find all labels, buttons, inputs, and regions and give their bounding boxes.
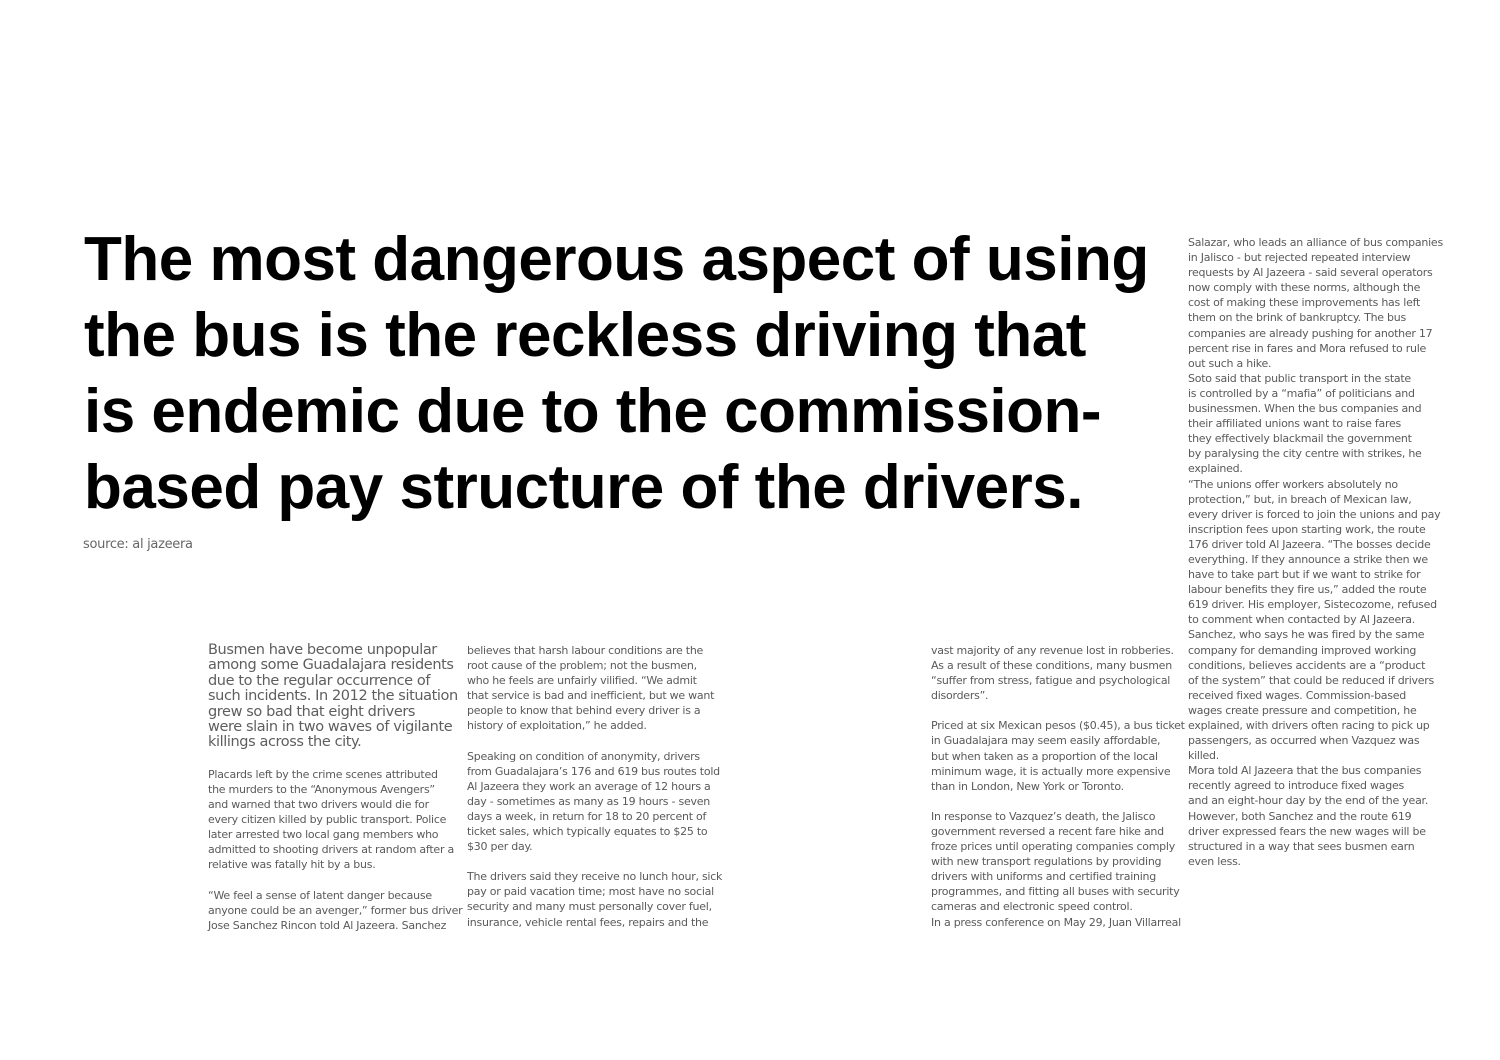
text-line: later arrested two local gang members who bbox=[208, 828, 439, 842]
text-line: admitted to shooting drivers at random after a bbox=[208, 843, 454, 857]
body-paragraph bbox=[1188, 235, 1442, 869]
text-line: Sanchez, who says he was fired by the same bbox=[1188, 628, 1425, 642]
text-line: ticket sales, which typically equates to $25 to bbox=[467, 825, 708, 839]
text-line: labour benefits they fire us,” added the route bbox=[1188, 583, 1427, 597]
text-line: explained. bbox=[1188, 462, 1243, 476]
text-line: security and many must personally cover fuel, bbox=[467, 900, 712, 914]
text-line: wages create pressure and competition, he bbox=[1188, 703, 1417, 717]
article-column-1 bbox=[208, 642, 463, 933]
text-line: in Guadalajara may seem easily affordable, bbox=[931, 734, 1161, 748]
body-paragraph bbox=[467, 749, 719, 855]
source-credit: source: al jazeera bbox=[83, 537, 193, 552]
text-line: based pay structure of the drivers. bbox=[84, 453, 1083, 522]
text-line: programmes, and fitting all buses with security bbox=[931, 885, 1180, 899]
text-line: 176 driver told Al Jazeera. “The bosses decide bbox=[1188, 537, 1431, 551]
text-line: In response to Vazquez’s death, the Jalisco bbox=[931, 809, 1156, 823]
text-line: driver expressed fears the new wages will be bbox=[1188, 824, 1426, 838]
text-line: percent rise in fares and Mora refused to rule bbox=[1188, 341, 1427, 355]
text-line: cost of making these improvements has left bbox=[1188, 296, 1421, 310]
text-line: out such a hike. bbox=[1188, 356, 1272, 370]
text-line: drivers with uniforms and certified training bbox=[931, 870, 1156, 884]
text-line: “The unions offer workers absolutely no bbox=[1188, 477, 1398, 491]
text-line: have to take part but if we want to strike for bbox=[1188, 568, 1421, 582]
text-line: insurance, vehicle rental fees, repairs and the bbox=[467, 915, 709, 929]
text-line: day - sometimes as many as 19 hours - seven bbox=[467, 794, 710, 808]
text-line: pay or paid vacation time; most have no social bbox=[467, 885, 714, 899]
text-line: explained, with drivers often racing to pick up bbox=[1188, 719, 1430, 732]
headline-quote bbox=[84, 222, 1164, 526]
text-line: relative was fatally hit by a bus. bbox=[208, 858, 376, 872]
text-line: inscription fees upon starting work, the route bbox=[1188, 522, 1426, 536]
body-paragraph bbox=[467, 643, 719, 734]
text-line: and an eight-hour day by the end of the year. bbox=[1188, 794, 1429, 808]
text-line: Salazar, who leads an alliance of bus companies bbox=[1188, 236, 1443, 249]
text-line: believes that harsh labour conditions are the bbox=[467, 644, 704, 657]
text-line: among some Guadalajara residents bbox=[208, 657, 454, 674]
text-line: everything. If they announce a strike then we bbox=[1188, 552, 1428, 566]
text-line: cameras and electronic speed control. bbox=[931, 900, 1133, 914]
body-paragraph bbox=[931, 809, 1183, 930]
text-line: businessmen. When the bus companies and bbox=[1188, 402, 1422, 416]
text-line: Speaking on condition of anonymity, drivers bbox=[467, 749, 700, 763]
text-line: is endemic due to the commission- bbox=[84, 377, 1102, 446]
text-line: who he feels are unfairly vilified. “We admit bbox=[467, 674, 697, 688]
text-line: is controlled by a “mafia” of politicians and bbox=[1188, 386, 1415, 400]
body-paragraph bbox=[931, 718, 1183, 793]
text-line: were slain in two waves of vigilante bbox=[208, 719, 453, 736]
text-line: company for demanding improved working bbox=[1188, 643, 1417, 657]
text-line: “We feel a sense of latent danger because bbox=[208, 888, 432, 902]
text-line: every citizen killed by public transport. Police bbox=[208, 813, 447, 827]
text-line: days a week, in return for 18 to 20 percent of bbox=[467, 809, 707, 823]
text-line: from Guadalajara’s 176 and 619 bus routes told bbox=[467, 764, 720, 778]
body-paragraph bbox=[467, 869, 723, 929]
text-line: However, both Sanchez and the route 619 bbox=[1188, 809, 1412, 823]
article-column-3 bbox=[931, 643, 1183, 930]
text-line: than in London, New York or Toronto. bbox=[931, 779, 1124, 793]
text-line: Busmen have become unpopular bbox=[208, 642, 437, 658]
text-line: killings across the city. bbox=[208, 734, 362, 751]
text-line: of the system” that could be reduced if drivers bbox=[1188, 673, 1435, 687]
text-line: with new transport regulations by providing bbox=[931, 855, 1162, 869]
body-paragraph bbox=[208, 767, 460, 873]
text-line: government reversed a recent fare hike and bbox=[931, 824, 1164, 838]
text-line: such incidents. In 2012 the situation bbox=[208, 688, 458, 705]
text-line: vast majority of any revenue lost in robberies. bbox=[931, 644, 1174, 657]
text-line: protection,” but, in breach of Mexican law, bbox=[1188, 492, 1412, 506]
text-line: the murders to the “Anonymous Avengers” bbox=[208, 782, 435, 796]
lede-paragraph bbox=[208, 643, 460, 751]
body-paragraph bbox=[931, 643, 1183, 703]
text-line: root cause of the problem; not the busmen, bbox=[467, 659, 697, 673]
article-column-2 bbox=[467, 643, 723, 930]
text-line: even less. bbox=[1188, 854, 1241, 868]
text-line: disorders”. bbox=[931, 689, 989, 703]
text-line: In a press conference on May 29, Juan Villarreal bbox=[931, 915, 1181, 929]
text-line: their affiliated unions want to raise fares bbox=[1188, 417, 1402, 431]
text-line: history of exploitation,” he added. bbox=[467, 719, 647, 733]
text-line: structured in a way that sees busmen earn bbox=[1188, 839, 1415, 853]
text-line: The drivers said they receive no lunch hour, sick bbox=[467, 870, 723, 884]
text-line: minimum wage, it is actually more expensive bbox=[931, 764, 1171, 778]
text-line: killed. bbox=[1188, 749, 1220, 763]
text-line: “suffer from stress, fatigue and psychological bbox=[931, 674, 1171, 688]
text-line: to comment when contacted by Al Jazeera. bbox=[1188, 613, 1416, 627]
text-line: but when taken as a proportion of the local bbox=[931, 749, 1158, 763]
text-line: recently agreed to introduce fixed wages bbox=[1188, 779, 1404, 793]
text-line: them on the brink of bankruptcy. The bus bbox=[1188, 311, 1406, 325]
text-line: conditions, believes accidents are a “product bbox=[1188, 658, 1426, 672]
text-line: Soto said that public transport in the state bbox=[1188, 371, 1411, 385]
text-line: and warned that two drivers would die for bbox=[208, 798, 429, 812]
text-line: Al Jazeera they work an average of 12 hours a bbox=[467, 779, 711, 793]
text-line: 619 driver. His employer, Sistecozome, refused bbox=[1188, 598, 1437, 612]
text-line: passengers, as occurred when Vazquez was bbox=[1188, 734, 1420, 748]
text-line: now comply with these norms, although the bbox=[1188, 281, 1421, 295]
text-line: As a result of these conditions, many busmen bbox=[931, 659, 1172, 673]
text-line: people to know that behind every driver is a bbox=[467, 704, 701, 718]
text-line: by paralysing the city centre with strikes, he bbox=[1188, 447, 1422, 461]
text-line: due to the regular occurrence of bbox=[208, 672, 431, 689]
text-line: the bus is the reckless driving that bbox=[84, 301, 1086, 370]
text-line: grew so bad that eight drivers bbox=[208, 703, 416, 720]
text-line: that service is bad and inefficient, but we want bbox=[467, 689, 715, 703]
text-line: The most dangerous aspect of using bbox=[84, 225, 1149, 294]
text-line: froze prices until operating companies comply bbox=[931, 840, 1175, 854]
text-line: Priced at six Mexican pesos ($0.45), a bus ticket bbox=[931, 719, 1185, 733]
text-line: anyone could be an avenger,” former bus driver bbox=[208, 903, 463, 917]
text-line: Placards left by the crime scenes attributed bbox=[208, 767, 438, 781]
text-line: received fixed wages. Commission-based bbox=[1188, 688, 1407, 702]
text-line: every driver is forced to join the unions and pay bbox=[1188, 507, 1441, 521]
text-line: they effectively blackmail the government bbox=[1188, 432, 1412, 446]
text-line: requests by Al Jazeera - said several operators bbox=[1188, 266, 1433, 280]
text-line: Jose Sanchez Rincon told Al Jazeera. Sanchez bbox=[208, 918, 447, 932]
text-line: $30 per day. bbox=[467, 840, 533, 854]
body-paragraph bbox=[208, 888, 463, 933]
text-line: in Jalisco - but rejected repeated interview bbox=[1188, 251, 1411, 265]
text-line: companies are already pushing for another 17 bbox=[1188, 326, 1433, 340]
article-column-4 bbox=[1188, 235, 1442, 869]
text-line: Mora told Al Jazeera that the bus companies bbox=[1188, 764, 1422, 778]
